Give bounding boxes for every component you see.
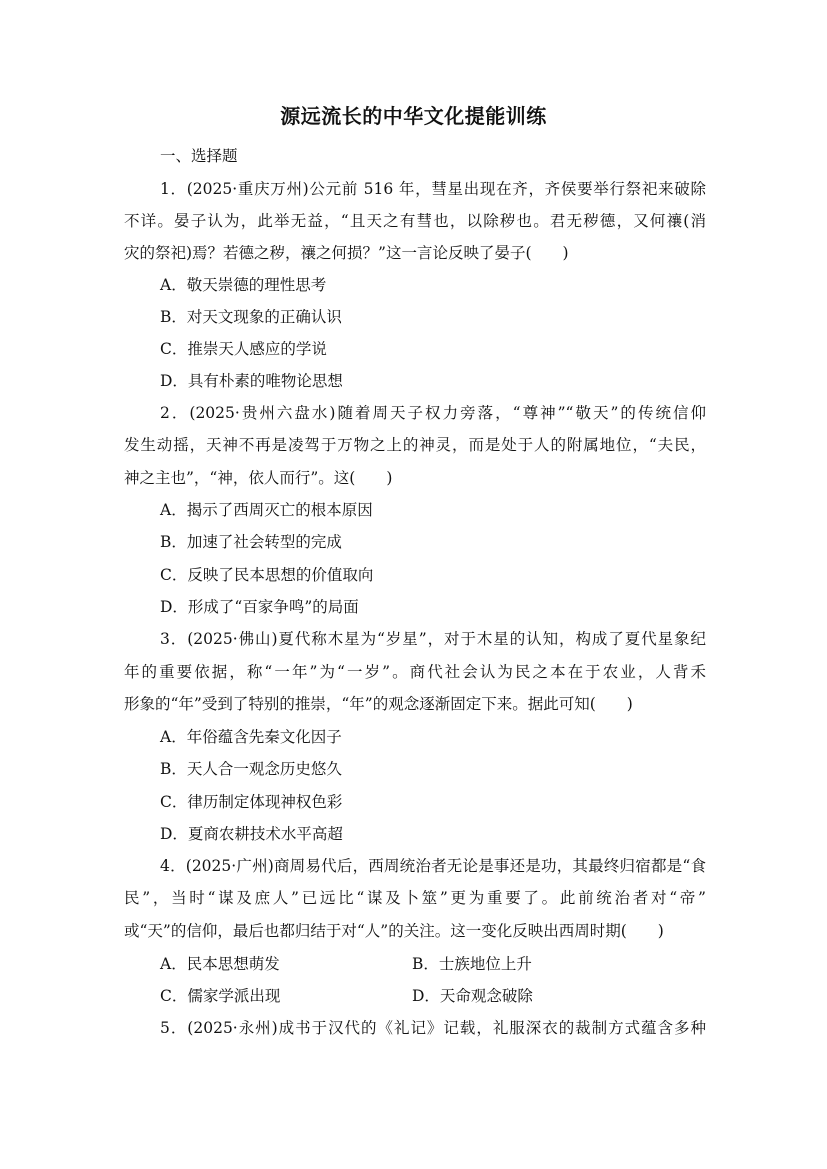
question-3-line-1: 3．(2025·佛山)夏代称木星为“岁星”，对于木星的认知，构成了夏代星象纪 xyxy=(160,630,706,648)
question-3-option-b: B．天人合一观念历史悠久 xyxy=(160,760,342,778)
question-2-option-b: B．加速了社会转型的完成 xyxy=(160,533,342,551)
question-2-line-1: 2．(2025·贵州六盘水)随着周天子权力旁落，“尊神”“敬天”的传统信仰 xyxy=(160,404,706,422)
question-2-line-3: 神之主也”，“神，依人而行”。这( ) xyxy=(124,469,393,487)
question-3-line-2: 年的重要依据，称“一年”为“一岁”。商代社会认为民之本在于农业，人背禾 xyxy=(124,663,706,681)
question-2-line-2: 发生动摇，天神不再是凌驾于万物之上的神灵，而是处于人的附属地位，“夫民， xyxy=(124,436,706,454)
question-4-line-3: 或“天”的信仰，最后也都归结于对“人”的关注。这一变化反映出西周时期( ) xyxy=(124,922,664,940)
question-1-option-d: D．具有朴素的唯物论思想 xyxy=(160,372,343,390)
question-4-option-d: D．天命观念破除 xyxy=(412,987,533,1005)
question-4-line-1: 4．(2025·广州)商周易代后，西周统治者无论是事还是功，其最终归宿都是“食 xyxy=(160,857,706,875)
question-3-option-c: C．律历制定体现神权色彩 xyxy=(160,793,343,811)
question-1-option-c: C．推崇天人感应的学说 xyxy=(160,340,327,358)
question-1-line-3: 灾的祭祀)焉？若德之秽，禳之何损？”这一言论反映了晏子( ) xyxy=(124,244,569,262)
question-3-option-d: D．夏商农耕技术水平高超 xyxy=(160,825,343,843)
question-1-option-b: B．对天文现象的正确认识 xyxy=(160,308,342,326)
question-1-option-a: A．敬天崇德的理性思考 xyxy=(160,276,327,294)
page-title: 源远流长的中华文化提能训练 xyxy=(280,104,547,128)
section-heading: 一、选择题 xyxy=(160,147,238,165)
question-4-option-b: B．士族地位上升 xyxy=(412,955,532,973)
question-2-option-a: A．揭示了西周灭亡的根本原因 xyxy=(160,501,373,519)
question-1-line-2: 不详。晏子认为，此举无益，“且天之有彗也，以除秽也。君无秽德，又何禳(消 xyxy=(124,212,706,230)
question-2-option-d: D．形成了“百家争鸣”的局面 xyxy=(160,598,359,616)
question-4-line-2: 民”，当时“谋及庶人”已远比“谋及卜筮”更为重要了。此前统治者对“帝” xyxy=(124,889,706,907)
question-1-line-1: 1．(2025·重庆万州)公元前 516 年，彗星出现在齐，齐侯要举行祭祀来破除 xyxy=(160,180,706,198)
question-5-line-1: 5．(2025·永州)成书于汉代的《礼记》记载，礼服深衣的裁制方式蕴含多种 xyxy=(160,1019,706,1037)
question-3-line-3: 形象的“年”受到了特别的推崇，“年”的观念逐渐固定下来。据此可知( ) xyxy=(124,695,633,713)
question-4-option-c: C．儒家学派出现 xyxy=(160,987,281,1005)
question-2-option-c: C．反映了民本思想的价值取向 xyxy=(160,566,374,584)
question-4-option-a: A．民本思想萌发 xyxy=(160,955,280,973)
question-3-option-a: A．年俗蕴含先秦文化因子 xyxy=(160,728,342,746)
